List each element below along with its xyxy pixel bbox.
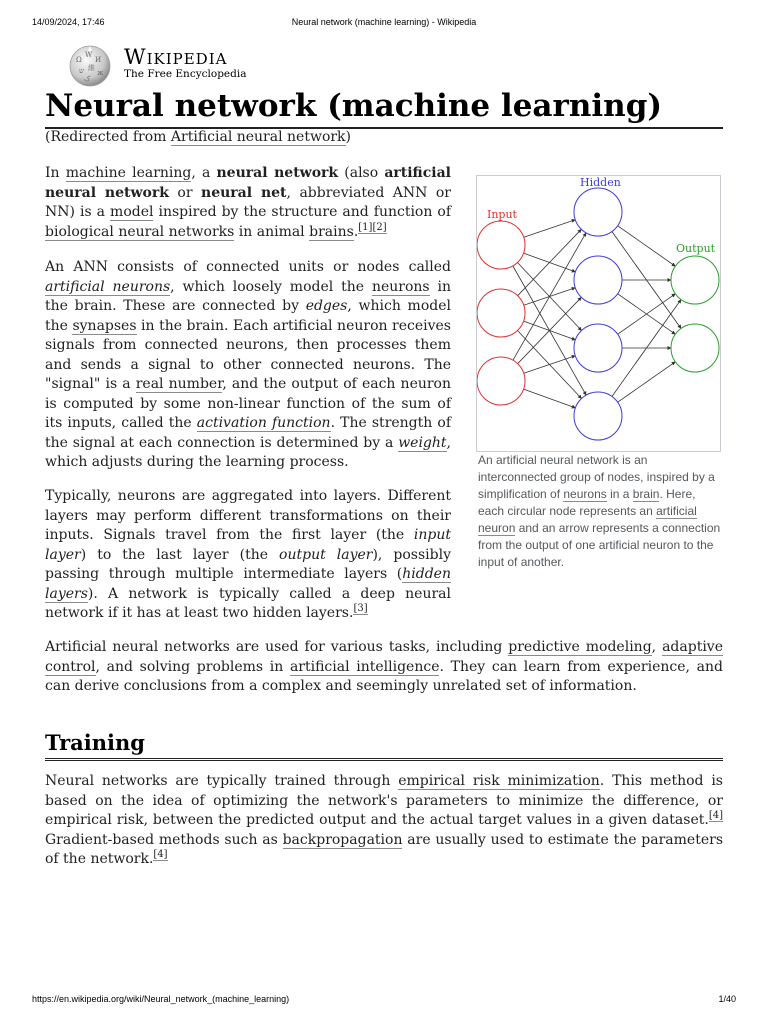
link-hidden-layers[interactable]: hidden layers xyxy=(45,566,451,602)
input-node-1 xyxy=(477,221,525,269)
svg-text:Ω: Ω xyxy=(76,56,82,64)
print-footer xyxy=(32,994,736,1006)
caption-link-neurons[interactable]: neurons xyxy=(563,487,607,501)
wikipedia-globe-icon xyxy=(64,42,116,88)
print-datetime: 14/09/2024, 17:46 xyxy=(32,17,105,27)
output-node-2 xyxy=(671,324,719,372)
italic-output-layer: output layer xyxy=(279,546,373,563)
training-paragraph: Neural networks are typically trained through empirical risk minimization. This method is based on the idea of optimizing the network's parameters to minimize the difference, or empirical risk, between the predicted output and the actual target values in a given dataset.[4] Gradient-based methods such as backpropagation are usually used to estimate the parameters of the network.[4] xyxy=(45,773,723,867)
link-biological-neural-networks[interactable]: biological neural networks xyxy=(45,223,235,240)
link-weight[interactable]: weight xyxy=(398,434,447,451)
italic-edges: edges xyxy=(305,298,348,314)
print-page-number: 1/40 xyxy=(718,994,736,1004)
hidden-node-4 xyxy=(574,392,622,440)
input-node-3 xyxy=(477,357,525,405)
link-backpropagation[interactable]: backpropagation xyxy=(282,831,403,848)
redirect-link[interactable]: Artificial neural network xyxy=(170,129,346,145)
svg-text:W: W xyxy=(85,51,93,59)
link-artificial-intelligence[interactable]: artificial intelligence xyxy=(289,658,440,675)
svg-text:ک: ک xyxy=(84,75,91,83)
print-doc-title: Neural network (machine learning) - Wikipedia xyxy=(291,17,477,27)
link-brains[interactable]: brains xyxy=(309,223,354,240)
hidden-node-3 xyxy=(574,324,622,372)
connection-arrow-in-hid-1-1 xyxy=(524,220,576,238)
link-empirical-risk-minimization[interactable]: empirical risk minimization xyxy=(398,773,600,789)
neural-network-diagram xyxy=(477,176,720,451)
wikipedia-tagline: The Free Encyclopedia xyxy=(124,68,247,80)
link-machine-learning[interactable]: machine learning xyxy=(65,165,192,181)
svg-text:ש: ש xyxy=(79,67,84,75)
page-title: Neural network (machine learning) xyxy=(45,86,723,129)
link-adaptive-control[interactable]: adaptive control xyxy=(45,639,723,675)
caption-link-artificial-neuron[interactable]: artificial neuron xyxy=(478,504,697,535)
input-node-2 xyxy=(477,289,525,337)
lead-paragraph-1: In machine learning, a neural network (also artificial neural network or neural net, abbreviated ANN or NN) is a model inspired by the structure and function of biological neural networks in animal brains.[1][2] xyxy=(45,165,452,240)
link-real-number[interactable]: real number xyxy=(135,376,223,392)
connection-arrow-in-hid-3-3 xyxy=(524,356,576,374)
redirect-notice xyxy=(45,128,351,146)
label-hidden: Hidden xyxy=(580,176,621,189)
reference-1[interactable]: [1] xyxy=(358,221,373,233)
reference-3[interactable]: [3] xyxy=(353,603,368,615)
link-predictive-modeling[interactable]: predictive modeling xyxy=(508,639,652,655)
connection-arrow-in-hid-3-2 xyxy=(518,297,582,363)
connection-arrow-hid-out-1-1 xyxy=(618,226,676,266)
reference-2[interactable]: [2] xyxy=(372,221,387,233)
label-input: Input xyxy=(487,208,517,221)
wikipedia-wordmark: Wikipedia xyxy=(124,45,228,69)
connection-arrow-hid-out-4-2 xyxy=(618,362,676,402)
redirect-suffix: ) xyxy=(345,129,352,145)
link-neurons[interactable]: neurons xyxy=(371,278,430,295)
link-artificial-neurons[interactable]: artificial neurons xyxy=(45,278,171,295)
lead-paragraph-2: An ANN consists of connected units or nodes called artificial neurons, which loosely model the neurons in the brain. These are connected by edges, which model the synapses in the brain. Each artificial neuron receives signals from connected neurons, then processes them and sends a signal to other connected neurons. The "signal" is a real number, and the output of each neuron is computed by some non-linear function of the sum of its inputs, called the activation function. The strength of the signal at each connection is determined by a weight, which adjusts during the learning process. xyxy=(45,259,452,470)
lead-paragraph-4: Artificial neural networks are used for various tasks, including predictive modeling, adaptive control, and solving problems in artificial intelligence. They can learn from experience, and can derive conclusions from a complex and seemingly unrelated set of information. xyxy=(45,639,723,694)
print-url: https://en.wikipedia.org/wiki/Neural_network_(machine_learning) xyxy=(32,994,290,1004)
redirect-prefix: (Redirected from xyxy=(45,129,171,145)
print-header xyxy=(32,17,736,29)
label-output: Output xyxy=(676,242,716,255)
connection-arrow-in-hid-3-4 xyxy=(524,389,576,408)
reference-4[interactable]: [4] xyxy=(708,810,723,822)
link-activation-function[interactable]: activation function xyxy=(196,415,331,431)
section-heading-training: Training xyxy=(45,729,723,761)
bold-artificial-neural-network: artificial neural network xyxy=(45,165,451,201)
svg-text:維: 維 xyxy=(88,64,95,72)
link-synapses[interactable]: synapses xyxy=(72,317,137,334)
link-model[interactable]: model xyxy=(110,204,154,220)
neural-network-figure[interactable] xyxy=(476,175,721,452)
caption-link-brain[interactable]: brain xyxy=(632,487,660,501)
bold-neural-net: neural net xyxy=(201,184,287,201)
hidden-node-1 xyxy=(574,188,622,236)
figure-caption: An artificial neural network is an interconnected group of nodes, inspired by a simplification of neurons in a brain. Here, each circular node represents an artificial neuron and an arrow represents a connection from the output of one artificial neuron to the input of another. xyxy=(478,453,721,569)
reference-4b[interactable]: [4] xyxy=(153,849,168,861)
svg-text:ж: ж xyxy=(97,69,104,77)
connection-arrow-in-hid-2-1 xyxy=(518,229,582,295)
bold-neural-network: neural network xyxy=(216,165,339,181)
svg-text:И: И xyxy=(95,56,102,64)
hidden-node-2 xyxy=(574,256,622,304)
wikipedia-logo[interactable] xyxy=(64,42,264,88)
output-node-1 xyxy=(671,256,719,304)
lead-paragraph-3: Typically, neurons are aggregated into layers. Different layers may perform different transformations on their inputs. Signals travel from the first layer (the input layer) to the last layer (the output layer), possibly passing through multiple intermediate layers (hidden layers). A network is typically called a deep neural network if it has at least two hidden layers.[3] xyxy=(45,488,451,621)
italic-input-layer: input layer xyxy=(45,527,451,563)
